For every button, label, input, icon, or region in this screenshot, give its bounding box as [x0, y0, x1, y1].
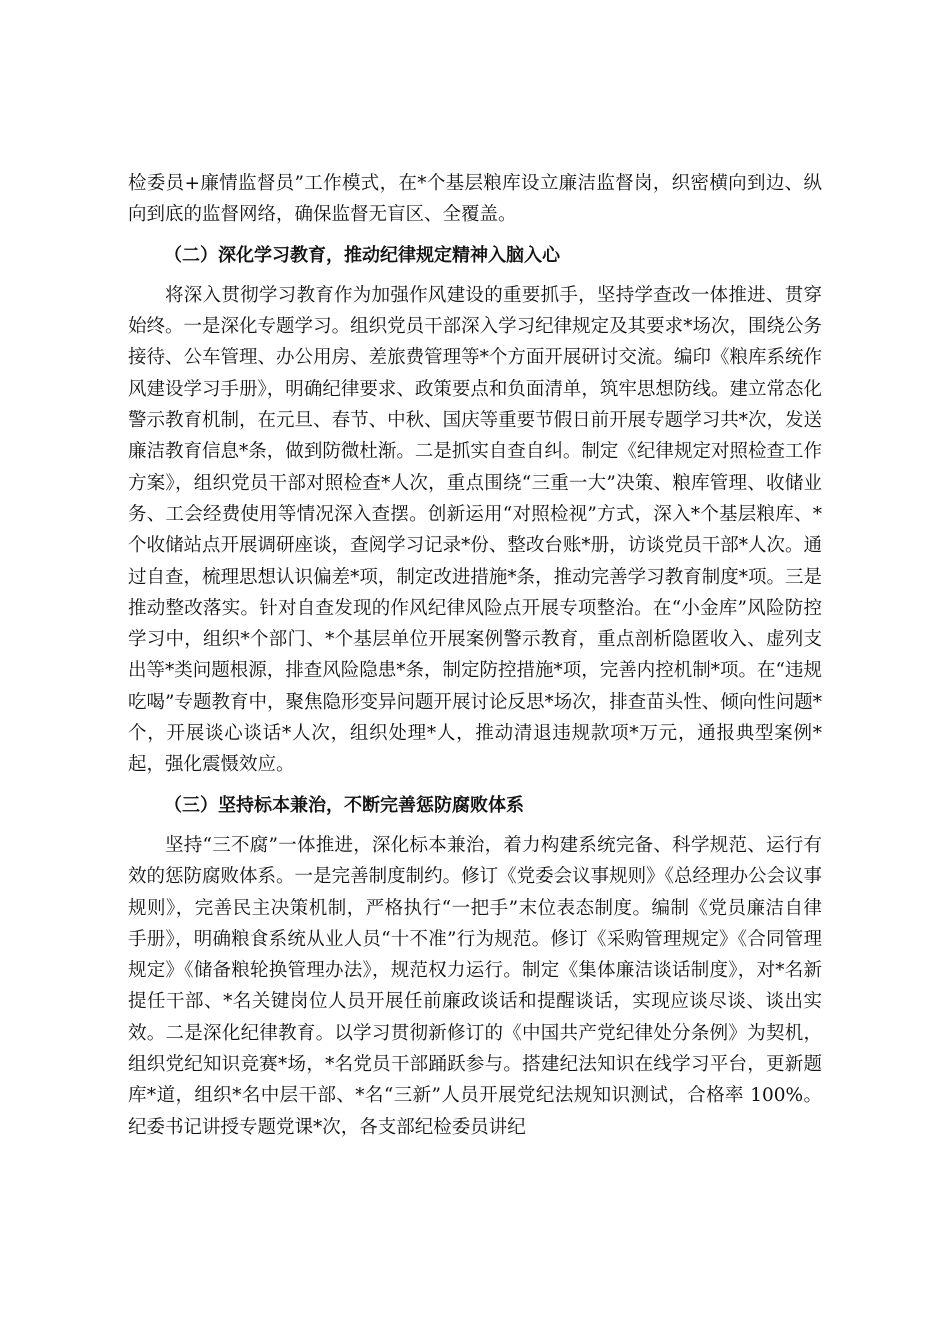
body-paragraph-section-2: 将深入贯彻学习教育作为加强作风建设的重要抓手，坚持学查改一体推进、贯穿始终。一是深化专题学习。组织党员干部深入学习纪律规定及其要求*场次，围绕公务接待、公车管理、办公用房、差旅费管理等*个方面开展研讨交流。编印《粮库系统作风建设学习手册》，明确纪律要求、政策要点和负面清单，筑牢思想防线。建立常态化警示教育机制，在元旦、春节、中秋、国庆等重要节假日前开展专题学习共*次，发送廉洁教育信息*条，做到防微杜渐。二是抓实自查自纠。制定《纪律规定对照检查工作方案》，组织党员干部对照检查*人次，重点围绕“三重一大”决策、粮库管理、收储业务、工会经费使用等情况深入查摆。创新运用“对照检视”方式，深入*个基层粮库、*个收储站点开展调研座谈，查阅学习记录*份、整改台账*册，访谈党员干部*人次。通过自查，梳理思想认识偏差*项，制定改进措施*条，推动完善学习教育制度*项。三是推动整改落实。针对自查发现的作风纪律风险点开展专项整治。在“小金库”风险防控学习中，组织*个部门、*个基层单位开展案例警示教育，重点剖析隐匿收入、虚列支出等*类问题根源，排查风险隐患*条，制定防控措施*项，完善内控机制*项。在“违规吃喝”专题教育中，聚焦隐形变异问题开展讨论反思*场次，排查苗头性、倾向性问题*个，开展谈心谈话*人次，组织处理*人，推动清退违规款项*万元，通报典型案例*起，强化震慑效应。	[128, 284, 822, 776]
section-heading-3: （三）坚持标本兼治，不断完善惩防腐败体系	[164, 794, 524, 816]
section-heading-2: （二）深化学习教育，推动纪律规定精神入脑入心	[164, 244, 560, 266]
body-paragraph-section-3: 坚持“三不腐”一体推进，深化标本兼治，着力构建系统完备、科学规范、运行有效的惩防腐败体系。一是完善制度制约。修订《党委会议事规则》《总经理办公会议事规则》，完善民主决策机制，严格执行“一把手”末位表态制度。编制《党员廉洁自律手册》，明确粮食系统从业人员“十不准”行为规范。修订《采购管理规定》《合同管理规定》《储备粮轮换管理办法》，规范权力运行。制定《集体廉洁谈话制度》，对*名新提任干部、*名关键岗位人员开展任前廉政谈话和提醒谈话，实现应谈尽谈、谈出实效。二是深化纪律教育。以学习贯彻新修订的《中国共产党纪律处分条例》为契机，组织党纪知识竞赛*场，*名党员干部踊跃参与。搭建纪法知识在线学习平台，更新题库*道，组织*名中层干部、*名“三新”人员开展党纪法规知识测试，合格率 100%。纪委书记讲授专题党课*次，各支部纪检委员讲纪	[128, 834, 822, 1138]
document-body	[128, 168, 822, 1143]
body-paragraph-continued: 检委员+廉情监督员”工作模式，在*个基层粮库设立廉洁监督岗，织密横向到边、纵向到底的监督网络，确保监督无盲区、全覆盖。	[128, 173, 822, 226]
